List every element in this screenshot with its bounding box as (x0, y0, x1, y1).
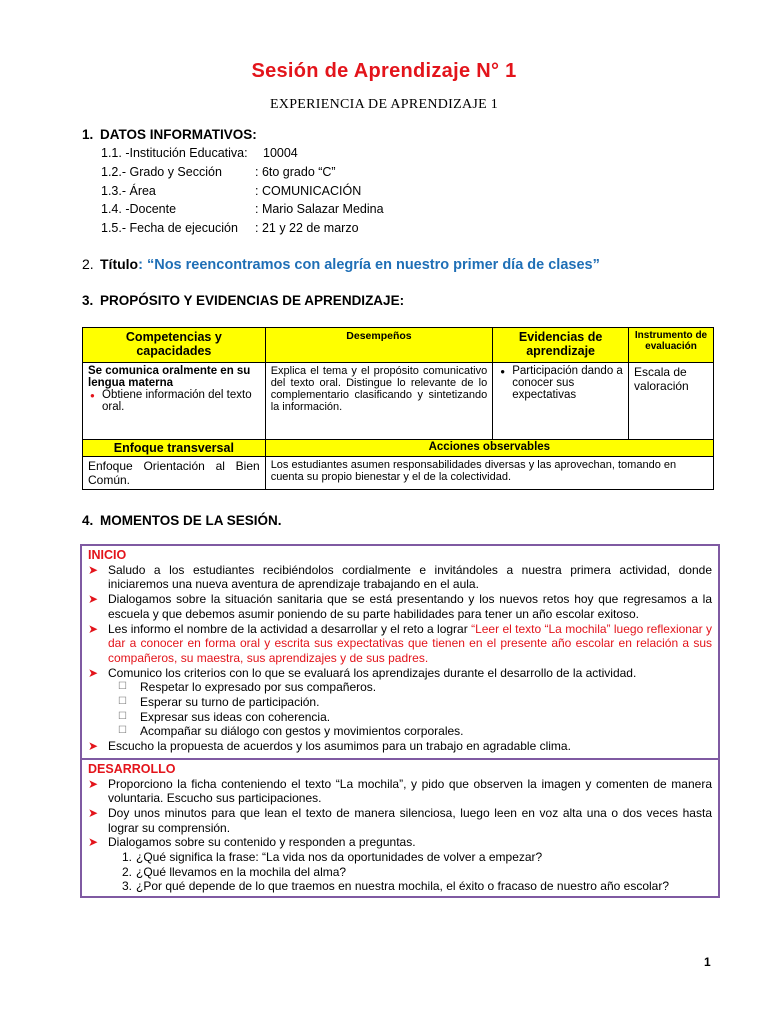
cell-enfoque: Enfoque Orientación al Bien Común. (83, 457, 266, 490)
datos-value: : 6to grado “C” (255, 164, 336, 179)
cell-desempeno: Explica el tema y el propósito comunicativo del texto oral. Distingue lo relevante de lo complementario clasificando y sintetizando la información. (265, 363, 493, 440)
cell-competencia (83, 363, 266, 440)
datos-label: 1.4. -Docente (101, 202, 177, 217)
header-enfoque: Enfoque transversal (83, 440, 266, 457)
table-header-row (83, 328, 714, 363)
checkbox-bullet-icon: ☐ (118, 681, 127, 693)
datos-label: 1.2.- Grado y Sección (101, 164, 222, 179)
arrow-bullet-icon: ➤ (88, 621, 99, 636)
competencias-table (82, 327, 714, 490)
criterio-item (88, 724, 712, 739)
desarrollo-item-text: Doy unos minutos para que lean el texto de manera silenciosa, luego leen en voz alta una o dos veces hasta lograr su comprensión. (108, 805, 712, 835)
competencia-text: Se comunica oralmente en su lengua materna (88, 365, 251, 389)
pregunta-number: 1. (122, 850, 133, 865)
datos-heading-number: 1. (82, 127, 94, 142)
header-desempenos: Desempeños (265, 328, 493, 363)
datos-heading (82, 127, 257, 142)
header-competencias: Competencias y capacidades (83, 328, 266, 363)
list-item (88, 777, 712, 806)
titulo-colon: : (138, 257, 147, 273)
arrow-bullet-icon: ➤ (88, 562, 99, 577)
pregunta-number: 3. (122, 879, 133, 894)
datos-value: 10004 (263, 146, 298, 160)
capacidad-item: ● Obtiene información del texto oral. (102, 389, 260, 413)
checkbox-bullet-icon: ☐ (118, 725, 127, 737)
criterio-text: Acompañar su diálogo con gestos y movimientos corporales. (140, 724, 464, 739)
header-instrumento: Instrumento de evaluación (629, 328, 714, 363)
titulo-value: “Nos reencontramos con alegría en nuestro primer día de clases” (146, 257, 600, 273)
criterio-text: Esperar su turno de participación. (140, 695, 320, 710)
datos-value: : 21 y 22 de marzo (255, 221, 359, 236)
datos-row (101, 182, 384, 201)
reto-highlight: “Leer el texto “La mochila” luego reflexionar y dar a conocer en forma oral y escrita sus expectativas que tienen en el presente año escolar en relación a sus compañeros, su maestra, sus aprendizajes y de sus padres. (108, 621, 712, 665)
proposito-heading-text: PROPÓSITO Y EVIDENCIAS DE APRENDIZAJE: (100, 293, 405, 308)
pregunta-number: 2. (122, 864, 133, 879)
criterio-item (88, 680, 712, 695)
proposito-heading-number: 3. (82, 293, 94, 308)
arrow-bullet-icon: ➤ (88, 776, 99, 791)
reto-prefix: Les informo el nombre de la actividad a desarrollar y el reto a lograr (108, 621, 472, 636)
inicio-title: INICIO (88, 548, 127, 562)
desarrollo-title: DESARROLLO (88, 761, 176, 776)
datos-row (101, 144, 384, 163)
pregunta-text: ¿Qué significa la frase: “La vida nos da oportunidades de volver a empezar? (136, 850, 543, 865)
datos-row (101, 219, 384, 238)
list-item (88, 806, 712, 835)
arrow-bullet-icon: ➤ (88, 592, 99, 607)
inicio-section (82, 546, 718, 758)
header-evidencias: Evidencias de aprendizaje (493, 328, 629, 363)
list-item (88, 739, 712, 754)
pregunta-item (88, 850, 712, 865)
momentos-heading (82, 513, 282, 528)
desarrollo-item-text: Dialogamos sobre su contenido y responden a preguntas. (108, 835, 416, 850)
datos-value: : COMUNICACIÓN (255, 183, 362, 198)
list-item (88, 563, 712, 592)
datos-label: 1.3.- Área (101, 183, 156, 198)
criterio-text: Respetar lo expresado por sus compañeros. (140, 680, 377, 695)
arrow-bullet-icon: ➤ (88, 805, 99, 820)
momentos-heading-number: 4. (82, 513, 94, 528)
datos-value: : Mario Salazar Medina (255, 202, 384, 217)
criterio-text: Expresar sus ideas con coherencia. (140, 709, 331, 724)
page-title: Sesión de Aprendizaje N° 1 (251, 60, 517, 82)
momentos-box (80, 544, 720, 898)
criterios-intro: Comunico los criterios con lo que se evaluará los aprendizajes durante el desarrollo de la actividad. (108, 665, 637, 680)
desarrollo-item-text: Proporciono la ficha conteniendo el texto “La mochila”, y pido que observen la imagen y comenten de manera voluntaria. Escucho sus participaciones. (108, 776, 712, 806)
list-item (88, 622, 712, 666)
proposito-heading (82, 293, 404, 308)
page-number: 1 (704, 955, 711, 969)
titulo-label: Título (100, 256, 139, 272)
table-subheader-row (83, 440, 714, 457)
datos-label: 1.1. -Institución Educativa: (101, 146, 248, 160)
list-item (88, 666, 712, 681)
pregunta-text: ¿Por qué depende de lo que traemos en nuestra mochila, el éxito o fracaso de nuestro año escolar? (136, 879, 669, 894)
datos-heading-text: DATOS INFORMATIVOS: (100, 127, 257, 142)
datos-row (101, 200, 384, 219)
pregunta-text: ¿Qué llevamos en la mochila del alma? (136, 864, 347, 879)
arrow-bullet-icon: ➤ (88, 739, 99, 754)
pregunta-item (88, 865, 712, 880)
table-row (83, 363, 714, 440)
page-subtitle: EXPERIENCIA DE APRENDIZAJE 1 (269, 97, 499, 112)
acuerdos-text: Escucho la propuesta de acuerdos y los asumimos para un trabajo en agradable clima. (108, 739, 571, 754)
datos-list (101, 144, 384, 238)
arrow-bullet-icon: ➤ (88, 665, 99, 680)
desarrollo-section (82, 758, 718, 896)
cell-instrumento: Escala de valoración (629, 363, 714, 440)
criterio-item (88, 710, 712, 725)
cell-evidencia (493, 363, 629, 440)
checkbox-bullet-icon: ☐ (118, 696, 127, 708)
capacidades-list (88, 389, 260, 413)
datos-row (101, 163, 384, 182)
momentos-heading-text: MOMENTOS DE LA SESIÓN. (100, 513, 282, 528)
datos-label: 1.5.- Fecha de ejecución (101, 221, 238, 236)
titulo-line (82, 256, 600, 273)
inicio-item-text: Dialogamos sobre la situación sanitaria que se está presentando y los nuevos retos hoy que regresamos a la escuela y que debemos asumir poniendo de su parte habilidades para tener un año escolar exitoso. (108, 592, 712, 621)
reto-text (108, 622, 712, 666)
list-item (88, 592, 712, 621)
header-acciones: Acciones observables (265, 440, 713, 457)
evidencias-list (498, 365, 623, 401)
pregunta-item (88, 879, 712, 894)
checkbox-bullet-icon: ☐ (118, 710, 127, 722)
cell-acciones: Los estudiantes asumen responsabilidades diversas y las aprovechan, tomando en cuenta su propio bienestar y el de la colectividad. (265, 457, 713, 490)
inicio-item-text: Saludo a los estudiantes recibiéndolos cordialmente e invitándoles a nuestra primera actividad, donde iniciaremos una nueva aventura de aprendizaje trabajando en el aula. (108, 562, 712, 592)
list-item (88, 835, 712, 850)
table-row (83, 457, 714, 490)
evidencia-item: ● Participación dando a conocer sus expectativas (512, 365, 623, 401)
criterio-item (88, 695, 712, 710)
titulo-number: 2. (82, 256, 94, 272)
arrow-bullet-icon: ➤ (88, 835, 99, 850)
